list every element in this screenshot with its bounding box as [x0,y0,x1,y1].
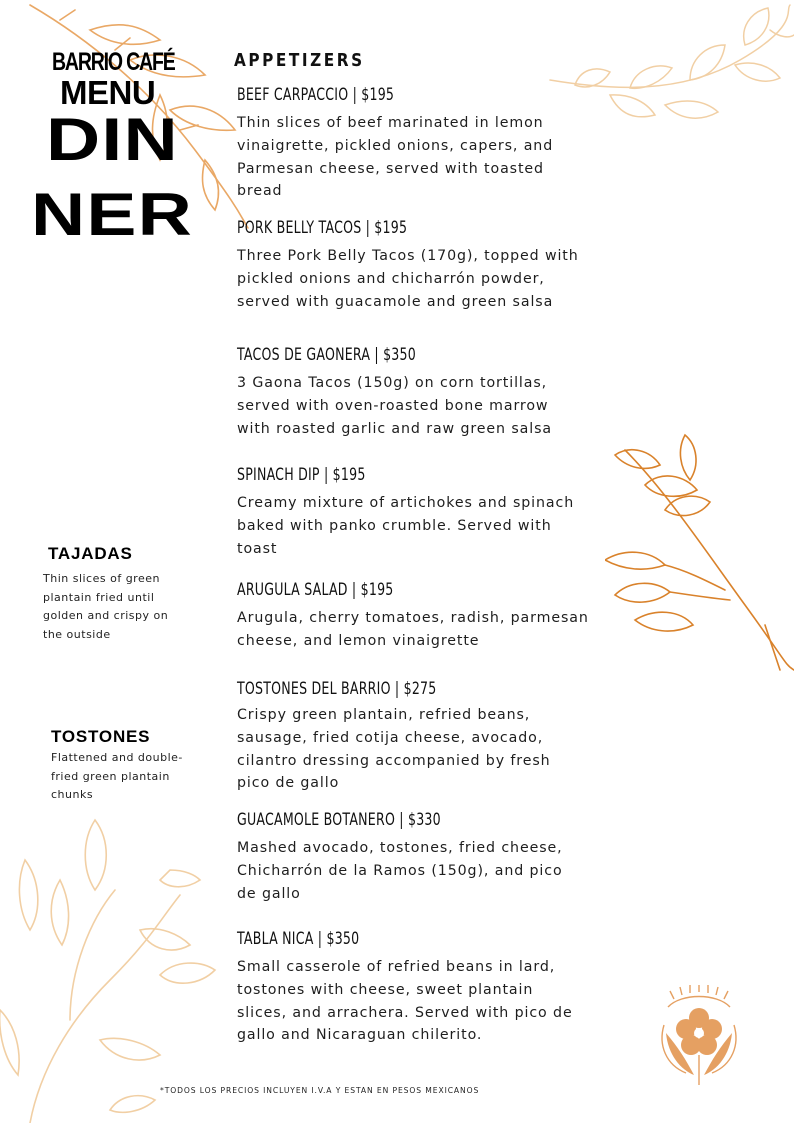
menu-item-description: Creamy mixture of artichokes and spinach baked with panko crumble. Served with toast [237,495,575,557]
menu-item-title: TACOS DE GAONERA | $350 [237,345,416,365]
menu-item-description: Crispy green plantain, refried beans, sausage, fried cotija cheese, avocado, cilantro dressing accompanied by fresh pico de gallo [237,707,551,792]
menu-item [237,580,617,653]
leaf-branch-bottom-left-icon [0,810,230,1123]
side-dish-tostones [51,727,183,805]
side-dish-title: TOSTONES [51,727,151,746]
side-dish-description: Thin slices of green plantain fried until golden and crispy on the outside [43,572,169,641]
side-dish-description: Flattened and double- fried green plantain chunks [51,751,183,801]
menu-item-title: BEEF CARPACCIO | $195 [237,85,395,105]
page-title-line-1: DIN [46,106,179,173]
menu-item [237,465,617,560]
menu-item [237,810,617,905]
side-dish-tajadas [43,544,168,644]
menu-item-description: Thin slices of beef marinated in lemon vinaigrette, pickled onions, capers, and Parmesan cheese, served with toasted bread [237,115,554,200]
leaf-branch-right-icon [605,430,794,675]
menu-item [237,679,617,795]
menu-item-description: Small casserole of refried beans in lard, tostones with cheese, sweet plantain slices, and arrachera. Served with pico de gallo and Nicaraguan chilerito. [237,959,573,1044]
flower-emblem-icon [656,985,742,1085]
footer-note: *TODOS LOS PRECIOS INCLUYEN I.V.A Y ESTAN EN PESOS MEXICANOS [160,1086,480,1095]
menu-item [237,929,617,1047]
menu-item [237,345,617,440]
menu-item-title: PORK BELLY TACOS | $195 [237,218,408,238]
section-title-appetizers: APPETIZERS [234,50,365,71]
menu-item-title: TABLA NICA | $350 [237,929,360,949]
menu-item-description: Three Pork Belly Tacos (170g), topped with pickled onions and chicharrón powder, served with guacamole and green salsa [237,248,579,310]
menu-item-title: TOSTONES DEL BARRIO | $275 [237,679,437,699]
menu-item-description: Arugula, cherry tomatoes, radish, parmesan cheese, and lemon vinaigrette [237,610,589,649]
menu-item [237,85,617,203]
side-dish-title: TAJADAS [48,544,133,563]
menu-label: MENU [60,74,156,111]
menu-item-description: Mashed avocado, tostones, fried cheese, Chicharrón de la Ramos (150g), and pico de gallo [237,840,563,902]
menu-item-title: ARUGULA SALAD | $195 [237,580,394,600]
page-title-line-2: NER [31,181,194,248]
menu-item-title: GUACAMOLE BOTANERO | $330 [237,810,441,830]
menu-item [237,218,617,313]
menu-item-description: 3 Gaona Tacos (150g) on corn tortillas, served with oven-roasted bone marrow with roasted garlic and raw green salsa [237,375,552,437]
brand-name: BARRIO CAFÉ [52,48,175,76]
menu-item-title: SPINACH DIP | $195 [237,465,366,485]
